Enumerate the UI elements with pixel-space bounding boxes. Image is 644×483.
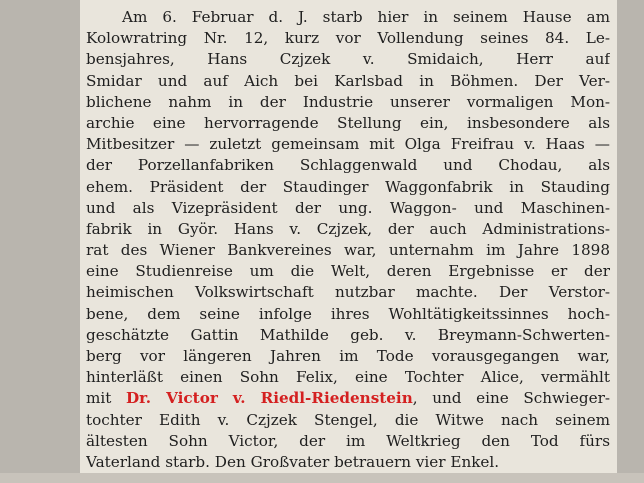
text-line: hinterläßt einen Sohn Felix, eine Tochter Alice, vermählt: [86, 368, 610, 387]
scan-edge: [0, 473, 644, 483]
text-line: berg vor längeren Jahren im Tode vorausgegangen war,: [86, 347, 610, 365]
highlighted-name: Dr. Victor v. Riedl-Riedenstein: [126, 389, 413, 408]
text-line: Kolowratring Nr. 12, kurz vor Vollendung seines 84. Le-: [86, 29, 610, 48]
text-line: der Porzellanfabriken Schlaggenwald und Chodau, als: [86, 156, 610, 175]
text-line: archie eine hervorragende Stellung ein, insbesondere als: [86, 113, 610, 132]
obituary-text: [86, 7, 610, 473]
highlight-line-after: , und eine Schwieger-: [412, 389, 610, 408]
highlight-line: [86, 388, 610, 409]
text-line: rat des Wiener Bankvereines war, unternahm im Jahre 1898: [86, 241, 610, 260]
text-line: Smidar und auf Aich bei Karlsbad in Böhmen. Der Ver-: [86, 71, 610, 90]
text-line: bensjahres, Hans Czjzek v. Smidaich, Herr auf: [86, 50, 610, 69]
text-line: eine Studienreise um die Welt, deren Ergebnisse er der: [86, 262, 610, 281]
highlight-line-before: mit: [86, 389, 126, 408]
text-line: geschätzte Gattin Mathilde geb. v. Breymann-Schwerten-: [86, 325, 610, 344]
text-line: tochter Edith v. Czjzek Stengel, die Witwe nach seinem: [86, 410, 610, 429]
text-line: blichene nahm in der Industrie unserer vormaligen Mon-: [86, 92, 610, 111]
text-line: und als Vizepräsident der ung. Waggon- und Maschinen-: [86, 198, 610, 217]
text-line: heimischen Volkswirtschaft nutzbar machte. Der Verstor-: [86, 283, 610, 302]
text-line: Am 6. Februar d. J. starb hier in seinem Hause am: [122, 8, 610, 26]
text-line: ehem. Präsident der Staudinger Waggonfabrik in Stauding: [86, 177, 610, 196]
text-line: fabrik in Györ. Hans v. Czjzek, der auch Administrations-: [86, 219, 610, 238]
text-line: Mitbesitzer — zuletzt gemeinsam mit Olga Freifrau v. Haas —: [86, 135, 610, 154]
text-line: bene, dem seine infolge ihres Wohltätigkeitssinnes hoch-: [86, 304, 610, 323]
text-line: ältesten Sohn Victor, der im Weltkrieg den Tod fürs: [86, 431, 610, 450]
text-line-last: Vaterland starb. Den Großvater betrauern vier Enkel.: [86, 452, 500, 471]
